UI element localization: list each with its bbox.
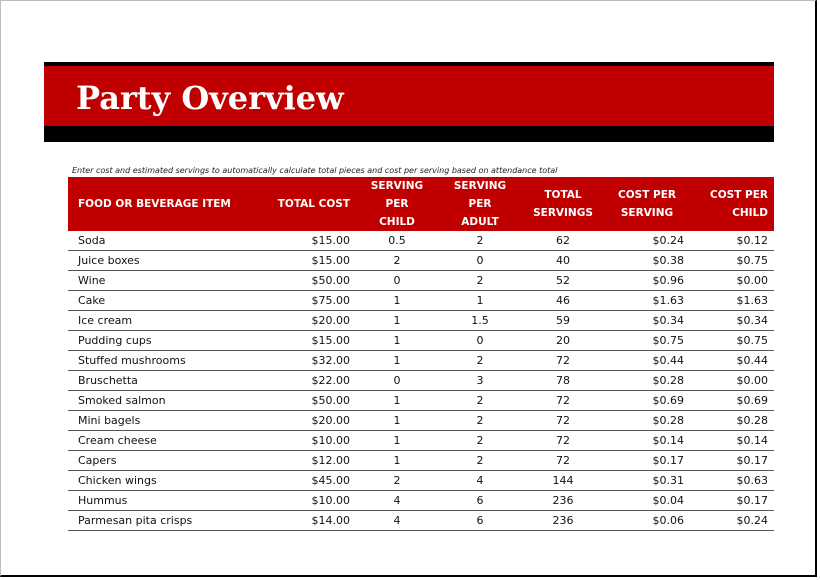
cell-item[interactable]: Juice boxes: [68, 251, 264, 271]
header-serving-per-adult-line1: SERVING PER: [453, 180, 507, 210]
cell-cost-per-child[interactable]: $0.34: [690, 311, 774, 331]
cell-item[interactable]: Ice cream: [68, 311, 264, 331]
header-total-servings-line2: SERVINGS: [533, 207, 593, 219]
cell-serving-per-adult[interactable]: 2: [438, 271, 522, 291]
cell-total-servings[interactable]: 52: [522, 271, 604, 291]
cell-serving-per-adult[interactable]: 0: [438, 251, 522, 271]
cell-cost-per-child[interactable]: $0.17: [690, 491, 774, 511]
cell-serving-per-adult[interactable]: 4: [438, 471, 522, 491]
cell-total-servings[interactable]: 72: [522, 451, 604, 471]
cell-serving-per-adult[interactable]: 2: [438, 351, 522, 371]
cell-serving-per-child[interactable]: 1: [356, 311, 438, 331]
header-cost-per-child-line2: CHILD: [732, 207, 768, 219]
table-row: [68, 371, 774, 391]
header-cost-per-serving-line2: SERVING: [620, 207, 674, 219]
cell-serving-per-adult[interactable]: 6: [438, 491, 522, 511]
cell-item[interactable]: Hummus: [68, 491, 264, 511]
cell-cost-per-child[interactable]: $0.75: [690, 251, 774, 271]
table-row: [68, 331, 774, 351]
cell-serving-per-adult[interactable]: 2: [438, 451, 522, 471]
cell-cost-per-child[interactable]: $0.75: [690, 331, 774, 351]
cell-cost-per-serving[interactable]: $0.17: [604, 451, 690, 471]
cell-cost-per-child[interactable]: $0.24: [690, 511, 774, 531]
cell-total-cost[interactable]: $50.00: [264, 391, 356, 411]
header-cost-per-child[interactable]: [690, 177, 774, 231]
cell-cost-per-serving[interactable]: $0.28: [604, 411, 690, 431]
table-row: [68, 451, 774, 471]
cell-serving-per-child[interactable]: 0.5: [356, 231, 438, 251]
cell-total-servings[interactable]: 46: [522, 291, 604, 311]
cell-serving-per-child[interactable]: 1: [356, 351, 438, 371]
cell-serving-per-adult[interactable]: 1: [438, 291, 522, 311]
cell-total-cost[interactable]: $20.00: [264, 311, 356, 331]
cell-cost-per-serving[interactable]: $0.34: [604, 311, 690, 331]
cell-total-servings[interactable]: 62: [522, 231, 604, 251]
header-cost-per-serving[interactable]: [604, 177, 690, 231]
cell-total-servings[interactable]: 72: [522, 411, 604, 431]
cell-cost-per-serving[interactable]: $0.24: [604, 231, 690, 251]
cell-total-cost[interactable]: $10.00: [264, 491, 356, 511]
table-row: [68, 271, 774, 291]
header-total-servings-line1: TOTAL: [544, 189, 582, 201]
cell-total-cost[interactable]: $20.00: [264, 411, 356, 431]
table-row: [68, 231, 774, 251]
cell-serving-per-adult[interactable]: 2: [438, 231, 522, 251]
cell-cost-per-child[interactable]: $0.69: [690, 391, 774, 411]
table-row: [68, 291, 774, 311]
cell-total-cost[interactable]: $15.00: [264, 231, 356, 251]
cell-cost-per-child[interactable]: $0.44: [690, 351, 774, 371]
cell-serving-per-adult[interactable]: 3: [438, 371, 522, 391]
cell-serving-per-child[interactable]: 1: [356, 451, 438, 471]
cell-cost-per-serving[interactable]: $0.96: [604, 271, 690, 291]
table-row: [68, 431, 774, 451]
cell-cost-per-serving[interactable]: $0.44: [604, 351, 690, 371]
cell-total-cost[interactable]: $50.00: [264, 271, 356, 291]
cell-item[interactable]: Smoked salmon: [68, 391, 264, 411]
cell-cost-per-child[interactable]: $0.17: [690, 451, 774, 471]
title-banner-red: [44, 66, 774, 126]
cell-total-cost[interactable]: $15.00: [264, 331, 356, 351]
cell-total-cost[interactable]: $75.00: [264, 291, 356, 311]
page-title: Party Overview: [76, 79, 344, 117]
cell-cost-per-serving[interactable]: $0.31: [604, 471, 690, 491]
cell-total-servings[interactable]: 236: [522, 511, 604, 531]
cell-total-servings[interactable]: 20: [522, 331, 604, 351]
cell-serving-per-child[interactable]: 4: [356, 511, 438, 531]
cell-total-servings[interactable]: 72: [522, 391, 604, 411]
cell-serving-per-child[interactable]: 2: [356, 251, 438, 271]
cell-cost-per-child[interactable]: $0.28: [690, 411, 774, 431]
header-serving-per-child[interactable]: [356, 177, 438, 231]
cell-item[interactable]: Stuffed mushrooms: [68, 351, 264, 371]
cell-serving-per-child[interactable]: 0: [356, 371, 438, 391]
cell-cost-per-serving[interactable]: $0.06: [604, 511, 690, 531]
instructions-text: Enter cost and estimated servings to automatically calculate total pieces and cost per serving based on attendance total: [72, 166, 558, 175]
cell-serving-per-child[interactable]: 1: [356, 331, 438, 351]
cell-cost-per-serving[interactable]: $0.69: [604, 391, 690, 411]
cell-cost-per-serving[interactable]: $0.75: [604, 331, 690, 351]
cell-total-cost[interactable]: $12.00: [264, 451, 356, 471]
cell-item[interactable]: Mini bagels: [68, 411, 264, 431]
cell-item[interactable]: Soda: [68, 231, 264, 251]
party-table: [68, 177, 774, 531]
cell-serving-per-child[interactable]: 1: [356, 411, 438, 431]
cell-cost-per-child[interactable]: $0.00: [690, 371, 774, 391]
table-row: [68, 471, 774, 491]
cell-total-servings[interactable]: 144: [522, 471, 604, 491]
cell-total-cost[interactable]: $45.00: [264, 471, 356, 491]
cell-serving-per-child[interactable]: 2: [356, 471, 438, 491]
cell-total-cost[interactable]: $22.00: [264, 371, 356, 391]
cell-cost-per-serving[interactable]: $1.63: [604, 291, 690, 311]
cell-item[interactable]: Capers: [68, 451, 264, 471]
header-cost-per-child-line1: COST PER: [710, 189, 768, 201]
header-serving-per-child-line1: SERVING PER: [370, 180, 424, 210]
header-total-servings[interactable]: [522, 177, 604, 231]
cell-item[interactable]: Cream cheese: [68, 431, 264, 451]
header-serving-per-adult[interactable]: [438, 177, 522, 231]
cell-cost-per-child[interactable]: $0.00: [690, 271, 774, 291]
cell-total-servings[interactable]: 78: [522, 371, 604, 391]
cell-serving-per-adult[interactable]: 2: [438, 411, 522, 431]
header-cost-per-serving-line1: COST PER: [618, 189, 676, 201]
cell-item[interactable]: Chicken wings: [68, 471, 264, 491]
header-total-cost[interactable]: TOTAL COST: [264, 177, 356, 231]
table-body: [68, 231, 774, 531]
cell-item[interactable]: Pudding cups: [68, 331, 264, 351]
cell-total-cost[interactable]: $10.00: [264, 431, 356, 451]
table-row: [68, 311, 774, 331]
cell-serving-per-adult[interactable]: 1.5: [438, 311, 522, 331]
cell-serving-per-child[interactable]: 1: [356, 291, 438, 311]
cell-total-servings[interactable]: 72: [522, 351, 604, 371]
cell-total-servings[interactable]: 59: [522, 311, 604, 331]
cell-item[interactable]: Bruschetta: [68, 371, 264, 391]
cell-cost-per-child[interactable]: $0.12: [690, 231, 774, 251]
cell-serving-per-child[interactable]: 1: [356, 431, 438, 451]
cell-serving-per-child[interactable]: 4: [356, 491, 438, 511]
cell-item[interactable]: Parmesan pita crisps: [68, 511, 264, 531]
cell-item[interactable]: Cake: [68, 291, 264, 311]
table-row: [68, 251, 774, 271]
cell-serving-per-child[interactable]: 0: [356, 271, 438, 291]
table-row: [68, 391, 774, 411]
cell-serving-per-adult[interactable]: 2: [438, 431, 522, 451]
header-item[interactable]: FOOD OR BEVERAGE ITEM: [68, 177, 264, 231]
cell-total-servings[interactable]: 236: [522, 491, 604, 511]
cell-cost-per-serving[interactable]: $0.38: [604, 251, 690, 271]
table-row: [68, 511, 774, 531]
cell-cost-per-serving[interactable]: $0.14: [604, 431, 690, 451]
cell-item[interactable]: Wine: [68, 271, 264, 291]
title-banner: [44, 62, 774, 142]
cell-total-cost[interactable]: $32.00: [264, 351, 356, 371]
cell-cost-per-child[interactable]: $1.63: [690, 291, 774, 311]
cell-cost-per-child[interactable]: $0.14: [690, 431, 774, 451]
header-serving-per-child-line2: CHILD: [379, 216, 415, 228]
header-serving-per-adult-line2: ADULT: [461, 216, 499, 228]
table-header-row: [68, 177, 774, 231]
cell-total-servings[interactable]: 72: [522, 431, 604, 451]
cell-cost-per-serving[interactable]: $0.04: [604, 491, 690, 511]
table-row: [68, 491, 774, 511]
cell-serving-per-adult[interactable]: 2: [438, 391, 522, 411]
cell-total-servings[interactable]: 40: [522, 251, 604, 271]
cell-cost-per-child[interactable]: $0.63: [690, 471, 774, 491]
cell-total-cost[interactable]: $14.00: [264, 511, 356, 531]
cell-serving-per-child[interactable]: 1: [356, 391, 438, 411]
cell-total-cost[interactable]: $15.00: [264, 251, 356, 271]
cell-serving-per-adult[interactable]: 0: [438, 331, 522, 351]
table-row: [68, 351, 774, 371]
cell-cost-per-serving[interactable]: $0.28: [604, 371, 690, 391]
cell-serving-per-adult[interactable]: 6: [438, 511, 522, 531]
table-row: [68, 411, 774, 431]
